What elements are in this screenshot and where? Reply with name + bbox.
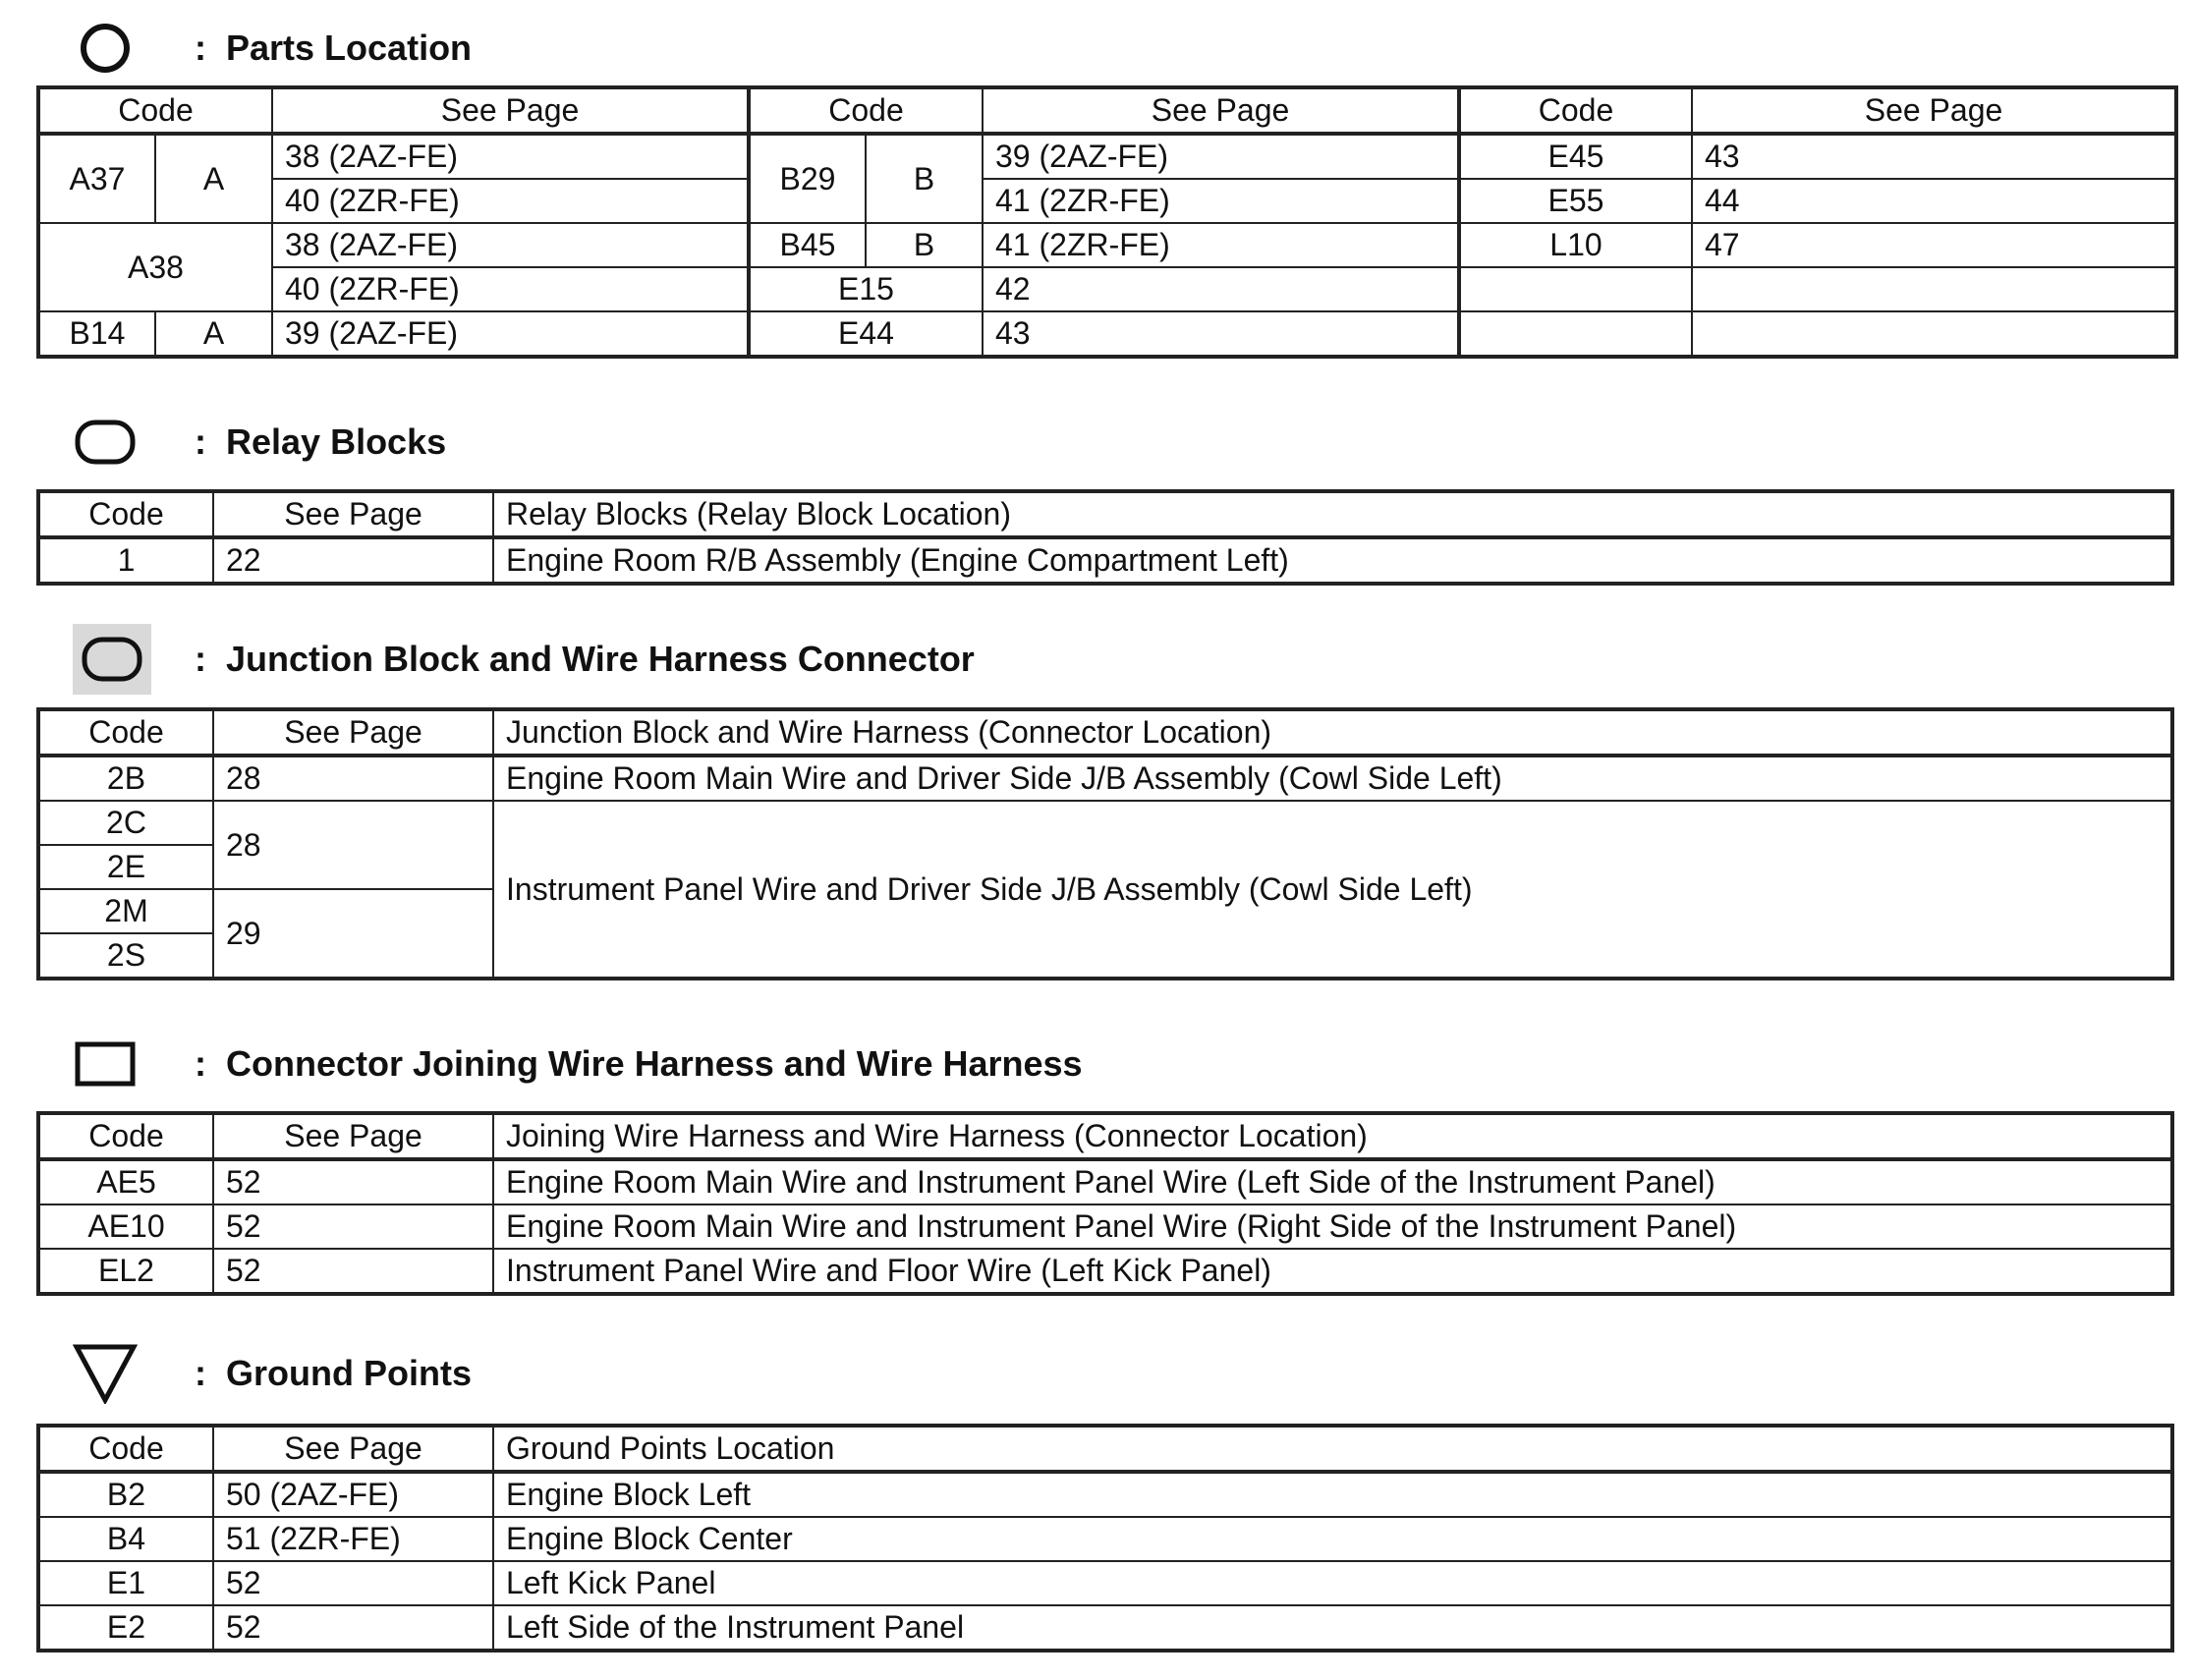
code-cell: AE10 xyxy=(38,1204,213,1249)
heading-colon: : xyxy=(195,1043,206,1084)
page-cell: 40 (2ZR-FE) xyxy=(272,267,749,311)
page-cell: 29 xyxy=(213,889,493,979)
parts-location-heading xyxy=(73,16,472,81)
page-cell: 50 (2AZ-FE) xyxy=(213,1472,493,1517)
page-cell: 52 xyxy=(213,1249,493,1294)
page-cell: 52 xyxy=(213,1159,493,1204)
column-header-see-page: See Page xyxy=(272,87,749,134)
column-header-code: Code xyxy=(38,491,213,537)
code-cell: 1 xyxy=(38,537,213,584)
table-row xyxy=(38,179,2176,223)
parts-location-title: Parts Location xyxy=(226,28,473,68)
table-row xyxy=(38,801,2172,845)
code-cell: E15 xyxy=(749,267,983,311)
table-row xyxy=(38,134,2176,179)
code-cell: EL2 xyxy=(38,1249,213,1294)
table-row xyxy=(38,1517,2172,1561)
description-cell: Left Kick Panel xyxy=(493,1561,2172,1605)
table-row xyxy=(38,1561,2172,1605)
page-cell: 28 xyxy=(213,756,493,801)
sub-code-cell: B xyxy=(866,223,983,267)
table-row xyxy=(38,267,2176,311)
ground-points-table xyxy=(36,1424,2174,1652)
page-cell: 39 (2AZ-FE) xyxy=(272,311,749,357)
junction-block-title: Junction Block and Wire Harness Connector xyxy=(226,639,975,679)
column-header-location: Joining Wire Harness and Wire Harness (Connector Location) xyxy=(493,1113,2172,1159)
page-cell: 47 xyxy=(1692,223,2176,267)
page-cell: 38 (2AZ-FE) xyxy=(272,134,749,179)
description-cell: Engine Room Main Wire and Instrument Panel Wire (Left Side of the Instrument Panel) xyxy=(493,1159,2172,1204)
column-header-location: Relay Blocks (Relay Block Location) xyxy=(493,491,2172,537)
relay-blocks-heading xyxy=(73,410,446,475)
page-cell: 52 xyxy=(213,1561,493,1605)
connector-joining-table xyxy=(36,1111,2174,1296)
code-cell: B2 xyxy=(38,1472,213,1517)
table-header-row xyxy=(38,1113,2172,1159)
heading-colon: : xyxy=(195,1353,206,1393)
code-cell: 2M xyxy=(38,889,213,933)
table-row xyxy=(38,1159,2172,1204)
code-cell: E1 xyxy=(38,1561,213,1605)
circle-icon xyxy=(73,16,138,81)
column-header-location: Junction Block and Wire Harness (Connector Location) xyxy=(493,709,2172,756)
page-cell: 39 (2AZ-FE) xyxy=(983,134,1459,179)
code-cell: E45 xyxy=(1459,134,1692,179)
code-cell: A38 xyxy=(38,223,272,311)
column-header-code: Code xyxy=(38,87,272,134)
column-header-code: Code xyxy=(38,709,213,756)
page-cell: 40 (2ZR-FE) xyxy=(272,179,749,223)
column-header-see-page: See Page xyxy=(213,1113,493,1159)
page-cell: 44 xyxy=(1692,179,2176,223)
empty-cell xyxy=(1459,311,1692,357)
junction-block-table xyxy=(36,707,2174,980)
description-cell: Instrument Panel Wire and Floor Wire (Left Kick Panel) xyxy=(493,1249,2172,1294)
page-cell: 42 xyxy=(983,267,1459,311)
description-cell: Engine Block Center xyxy=(493,1517,2172,1561)
page-cell: 51 (2ZR-FE) xyxy=(213,1517,493,1561)
table-row xyxy=(38,756,2172,801)
code-cell: L10 xyxy=(1459,223,1692,267)
column-header-see-page: See Page xyxy=(213,709,493,756)
code-cell: 2C xyxy=(38,801,213,845)
table-row xyxy=(38,311,2176,357)
description-cell: Engine Room Main Wire and Driver Side J/B Assembly (Cowl Side Left) xyxy=(493,756,2172,801)
empty-cell xyxy=(1692,311,2176,357)
page-cell: 52 xyxy=(213,1605,493,1651)
column-header-code: Code xyxy=(38,1113,213,1159)
rounded-rect-icon xyxy=(73,410,138,475)
parts-location-table xyxy=(36,85,2178,359)
heading-colon: : xyxy=(195,421,206,462)
page-cell: 28 xyxy=(213,801,493,889)
table-row xyxy=(38,537,2172,584)
description-cell: Instrument Panel Wire and Driver Side J/B Assembly (Cowl Side Left) xyxy=(493,801,2172,979)
code-cell: E44 xyxy=(749,311,983,357)
junction-block-heading xyxy=(73,627,975,692)
code-cell: B4 xyxy=(38,1517,213,1561)
code-cell: 2B xyxy=(38,756,213,801)
code-cell: E55 xyxy=(1459,179,1692,223)
page-cell: 38 (2AZ-FE) xyxy=(272,223,749,267)
relay-blocks-title: Relay Blocks xyxy=(226,421,447,462)
table-row xyxy=(38,223,2176,267)
ground-points-title: Ground Points xyxy=(226,1353,472,1393)
page-cell: 41 (2ZR-FE) xyxy=(983,223,1459,267)
description-cell: Engine Room R/B Assembly (Engine Compartment Left) xyxy=(493,537,2172,584)
empty-cell xyxy=(1459,267,1692,311)
code-cell: 2E xyxy=(38,845,213,889)
code-cell: B45 xyxy=(749,223,866,267)
code-cell: 2S xyxy=(38,933,213,979)
heading-colon: : xyxy=(195,639,206,679)
column-header-code: Code xyxy=(749,87,983,134)
table-header-row xyxy=(38,87,2176,134)
description-cell: Engine Room Main Wire and Instrument Panel Wire (Right Side of the Instrument Panel) xyxy=(493,1204,2172,1249)
table-header-row xyxy=(38,1426,2172,1472)
description-cell: Engine Block Left xyxy=(493,1472,2172,1517)
column-header-code: Code xyxy=(1459,87,1692,134)
code-cell: B29 xyxy=(749,134,866,223)
heading-colon: : xyxy=(195,28,206,68)
column-header-see-page: See Page xyxy=(1692,87,2176,134)
column-header-code: Code xyxy=(38,1426,213,1472)
description-cell: Left Side of the Instrument Panel xyxy=(493,1605,2172,1651)
connector-joining-heading xyxy=(73,1032,1083,1096)
code-cell: AE5 xyxy=(38,1159,213,1204)
column-header-see-page: See Page xyxy=(213,1426,493,1472)
table-header-row xyxy=(38,709,2172,756)
page-cell: 41 (2ZR-FE) xyxy=(983,179,1459,223)
column-header-see-page: See Page xyxy=(213,491,493,537)
table-row xyxy=(38,1472,2172,1517)
connector-joining-title: Connector Joining Wire Harness and Wire Harness xyxy=(226,1043,1083,1084)
triangle-down-icon xyxy=(73,1341,138,1406)
code-cell: A37 xyxy=(38,134,155,223)
table-row xyxy=(38,1605,2172,1651)
relay-blocks-table xyxy=(36,489,2174,586)
page-cell: 22 xyxy=(213,537,493,584)
sub-code-cell: A xyxy=(155,134,272,223)
column-header-location: Ground Points Location xyxy=(493,1426,2172,1472)
table-row xyxy=(38,1204,2172,1249)
sub-code-cell: B xyxy=(866,134,983,223)
table-header-row xyxy=(38,491,2172,537)
shaded-rounded-rect-icon xyxy=(73,624,151,695)
ground-points-heading xyxy=(73,1341,472,1406)
sub-code-cell: A xyxy=(155,311,272,357)
page-cell: 52 xyxy=(213,1204,493,1249)
page-cell: 43 xyxy=(983,311,1459,357)
rectangle-icon xyxy=(73,1032,138,1096)
empty-cell xyxy=(1692,267,2176,311)
code-cell: B14 xyxy=(38,311,155,357)
code-cell: E2 xyxy=(38,1605,213,1651)
column-header-see-page: See Page xyxy=(983,87,1459,134)
table-row xyxy=(38,1249,2172,1294)
page-cell: 43 xyxy=(1692,134,2176,179)
